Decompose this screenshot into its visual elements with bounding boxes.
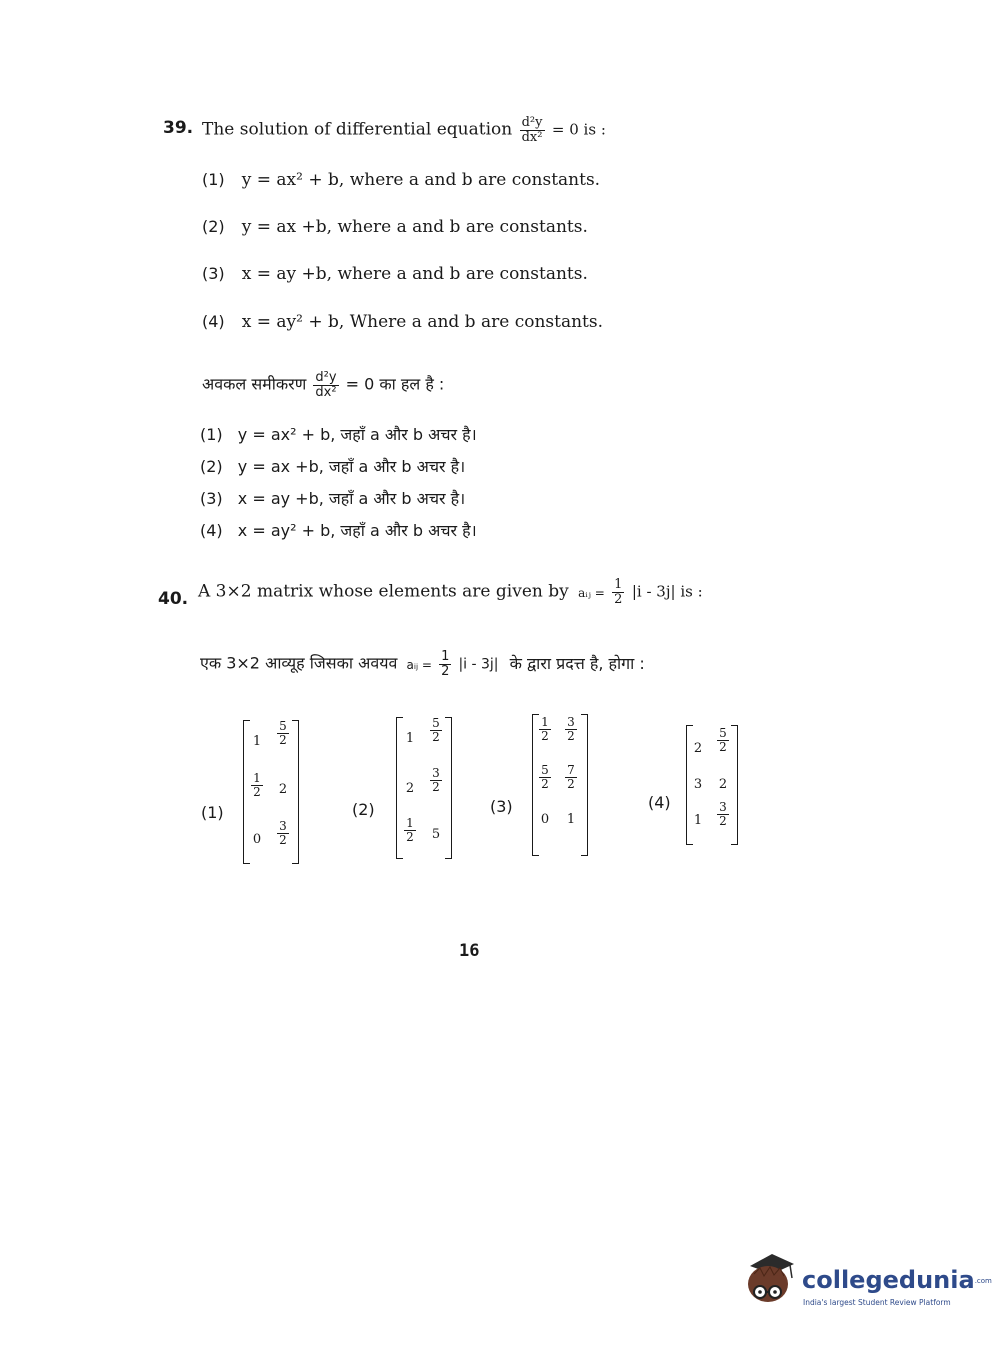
logo-wordmark <box>802 1266 992 1294</box>
m2-cell: $\frac{5}{2}$ <box>432 716 440 744</box>
q39-hindi-option-4-number: (4) <box>200 521 223 540</box>
q40-option-3-label: (3) <box>490 797 513 816</box>
q39-option-3 <box>202 264 588 284</box>
page-number: 16 <box>459 941 480 961</box>
m1-cell: $\frac{5}{2}$ <box>279 719 287 747</box>
q40-half-num: 1 <box>614 577 623 592</box>
q39-option-2-text: y = ax +b, where a and b are constants. <box>241 217 588 237</box>
m2-cell: 5 <box>431 827 441 842</box>
m4-cell: 1 <box>693 813 703 828</box>
q39-option-1-text: y = ax² + b, where a and b are constants. <box>241 170 601 190</box>
q40-half <box>612 578 624 606</box>
m4-cell: 2 <box>718 777 728 792</box>
q39-option-4-number: (4) <box>202 312 225 331</box>
m2-cell: 1 <box>405 731 415 746</box>
q39-eq-tail: = 0 is : <box>551 120 606 139</box>
q39-hindi-tail: = 0 का हल है : <box>345 374 445 394</box>
q40-hindi-tail: के द्वारा प्रदत्त है, होगा : <box>509 653 645 673</box>
collegedunia-mascot-icon <box>742 1248 802 1308</box>
q39-derivative-num: d²y <box>521 115 543 130</box>
q39-derivative-den: dx² <box>521 129 543 145</box>
q40-hindi-half <box>439 650 451 678</box>
m2-cell: $\frac{3}{2}$ <box>432 766 440 794</box>
q39-option-4 <box>202 312 603 332</box>
q39-hindi-option-1-number: (1) <box>200 425 223 444</box>
q40-hindi-expr: |i - 3j| <box>458 656 499 673</box>
q40-hindi-half-num: 1 <box>441 649 450 664</box>
q39-hindi-option-3-text: x = ay +b, जहाँ a और b अचर है। <box>237 489 466 508</box>
matrix-right-bracket <box>292 720 299 864</box>
q40-hindi-half-den: 2 <box>441 663 450 679</box>
m2-cell: $\frac{1}{2}$ <box>406 816 414 844</box>
q39-hindi-option-2 <box>200 455 465 477</box>
q39-hindi-derivative-den: dx² <box>315 384 337 400</box>
question-39-stem <box>202 116 606 144</box>
m1-cell: 2 <box>278 782 288 797</box>
q40-matrix-3 <box>532 714 588 856</box>
question-40-stem <box>198 578 703 606</box>
matrix-right-bracket <box>445 717 452 859</box>
q39-option-2 <box>202 217 588 237</box>
q39-option-2-number: (2) <box>202 217 225 236</box>
q39-hindi-stem-text: अवकल समीकरण <box>202 374 307 394</box>
m1-cell: 1 <box>252 734 262 749</box>
q39-derivative <box>520 116 545 144</box>
q39-option-1 <box>202 170 600 190</box>
matrix-right-bracket <box>581 714 588 856</box>
m4-cell: 2 <box>693 741 703 756</box>
q40-option-1-label: (1) <box>201 803 224 822</box>
m1-cell: $\frac{3}{2}$ <box>279 819 287 847</box>
m3-cell: $\frac{5}{2}$ <box>541 763 549 791</box>
q40-hindi-aij: aᵢⱼ = <box>406 657 432 672</box>
m1-cell: 0 <box>252 832 262 847</box>
q39-hindi-option-3-number: (3) <box>200 489 223 508</box>
q39-option-3-number: (3) <box>202 264 225 283</box>
logo-suffix: .com <box>974 1277 992 1285</box>
q39-hindi-option-1 <box>200 423 477 445</box>
question-number-40: 40. <box>158 589 189 609</box>
q40-option-2-label: (2) <box>352 800 375 819</box>
logo-name: collegedunia <box>802 1266 975 1294</box>
m3-cell: $\frac{3}{2}$ <box>567 715 575 743</box>
m4-cell: $\frac{5}{2}$ <box>719 726 727 754</box>
m4-cell: 3 <box>693 777 703 792</box>
m3-cell: 0 <box>540 812 550 827</box>
q39-hindi-option-1-text: y = ax² + b, जहाँ a और b अचर है। <box>237 425 477 444</box>
q40-hindi-stem-text: एक 3×2 आव्यूह जिसका अवयव <box>200 653 398 673</box>
q40-option-4-label: (4) <box>648 793 671 812</box>
q39-hindi-option-3 <box>200 487 465 509</box>
q39-option-3-text: x = ay +b, where a and b are constants. <box>241 264 588 284</box>
q39-stem-text: The solution of differential equation <box>202 119 513 140</box>
q39-hindi-derivative-num: d²y <box>315 370 337 385</box>
m1-cell: $\frac{1}{2}$ <box>253 771 261 799</box>
q40-matrix-1 <box>243 720 299 864</box>
m2-cell: 2 <box>405 781 415 796</box>
q40-half-den: 2 <box>614 591 623 607</box>
question-number-39: 39. <box>163 118 194 138</box>
m3-cell: $\frac{1}{2}$ <box>541 715 549 743</box>
q39-hindi-option-4 <box>200 519 477 541</box>
q39-hindi-derivative <box>313 371 338 399</box>
m4-cell: $\frac{3}{2}$ <box>719 800 727 828</box>
q39-option-1-number: (1) <box>202 170 225 189</box>
q39-hindi-option-2-text: y = ax +b, जहाँ a और b अचर है। <box>237 457 466 476</box>
m3-cell: $\frac{7}{2}$ <box>567 763 575 791</box>
m3-cell: 1 <box>566 812 576 827</box>
q40-aij: aᵢⱼ = <box>578 585 605 600</box>
q40-matrix-4 <box>686 725 738 845</box>
matrix-right-bracket <box>731 725 738 845</box>
q39-hindi-stem <box>202 371 444 399</box>
q39-hindi-option-2-number: (2) <box>200 457 223 476</box>
logo-tagline: India's largest Student Review Platform <box>803 1298 951 1307</box>
q40-hindi-stem <box>200 650 645 678</box>
q40-stem-text: A 3×2 matrix whose elements are given by <box>198 581 569 602</box>
q39-hindi-option-4-text: x = ay² + b, जहाँ a और b अचर है। <box>237 521 477 540</box>
q39-option-4-text: x = ay² + b, Where a and b are constants. <box>241 312 603 332</box>
q40-matrix-2 <box>396 717 452 859</box>
q40-expr: |i - 3j| is : <box>631 582 703 601</box>
